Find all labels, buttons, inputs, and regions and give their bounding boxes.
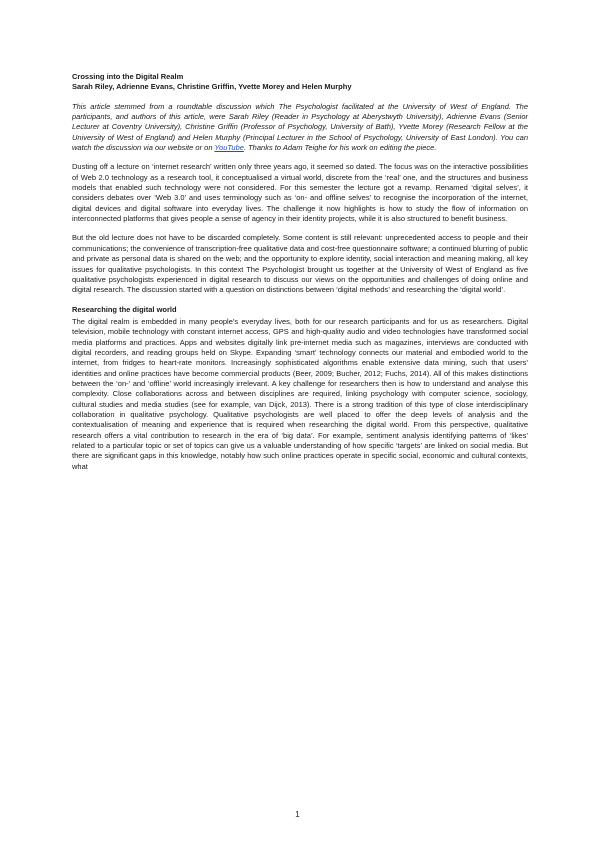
intro-text-end: . Thanks to Adam Teighe for his work on editing the piece. [243,143,437,153]
youtube-link[interactable]: YouTube [214,143,244,153]
intro-text: This article stemmed from a roundtable discussion which The Psychologist facilitated at the University of West of England. The participants, and authors of this article, were Sarah Riley (Reader in Psychology at Aberystwyth University), Adrienne Evans (Senior Lecturer at Coventry University), Christine Griffin (Professor of Psychology, University of Bath), Yvette Morey (Research Fellow at the University of West of England) and Helen Murphy (Principal Lecturer in the School of Psychology, University of East London). You can watch the discussion via our website or on [72,101,528,153]
section-heading: Researching the digital world [72,304,177,314]
document-page [72,72,528,481]
article-title: Crossing into the Digital Realm [72,72,184,81]
intro-paragraph [72,102,528,154]
article-authors: Sarah Riley, Adrienne Evans, Christine Griffin, Yvette Morey and Helen Murphy [72,82,352,92]
body-paragraph-2: But the old lecture does not have to be discarded completely. Some content is still relevant: unprecedented access to people and their communications; the convenience of transcription-free qualitative data and cost-free questionnaire software; a continued blurring of public and private as personal data is shared on the web; and the opportunity to explore identity, social interaction and meaning making, all key issues for qualitative psychologists. In this context The Psychologist brought us together at the University of West of England as five qualitative psychologists experienced in digital research to discuss our views on the opportunities and challenges of doing online and digital research. The discussion started with a question on distinctions between ‘digital methods’ and researching the ‘digital world’. [72,233,528,295]
page-number: 1 [295,810,300,819]
body-paragraph-1: Dusting off a lecture on ‘internet research’ written only three years ago, it seemed so dated. The focus was on the interactive possibilities of Web 2.0 technology as a research tool, it conceptualised a virtual world, discrete from the ‘real’ one, and the structures and business models that enabled such technology were not considered. For this semester the lecture got a revamp. Renamed ‘digital selves’, it considers debates over ‘Web 3.0’ and uses terminology such as ‘on- and offline selves’ to recognise the incorporation of the internet, digital devices and digital software into everyday lives. The challenge it now highlights is how to study the flow of information on interconnected platforms that gives people a sense of agency in their identity projects, while it is also structured to benefit business. [72,162,528,224]
section-paragraph: The digital realm is embedded in many people’s everyday lives, both for our research participants and for us as researchers. Digital television, mobile technology with constant internet access, GPS and high-quality audio and video technologies have transformed social media platforms and practices. Apps and websites digitally link pre-internet media such as magazines, interviews are conducted with digital recorders, and reading groups held on Skype. Expanding ‘smart’ technology connects our material and embodied world to the internet, from fridges to heart-rate monitors. Increasingly sophisticated algorithms enable extensive data mining, such that users’ identities and online practices have become commercial products (Beer, 2009; Bucher, 2012; Fuchs, 2014). All of this makes distinctions between the ‘on-’ and ‘offline’ world increasingly irrelevant. A key challenge for researchers then is how to understand and analyse this complexity. Close collaborations across and between disciplines are required, linking psychology with computer science, sociology, cultural studies and media studies (see for example, van Dijck, 2013). There is a strong tradition of this type of close interdisciplinary collaboration in qualitative psychology. Qualitative psychologists are well placed to offer the deep levels of analysis and the contextualisation of meaning and experience that is required when researching the digital world. From this perspective, qualitative research offers a vital contribution to research in the era of ‘big data’. For example, sentiment analysis identifying patterns of ‘likes’ related to a particular topic or set of topics can give us a valuable understanding of how specific ‘targets’ are linked on social media. But there are significant gaps in this knowledge, notably how such online practices operate in specific social, economic and cultural contexts, what [72,316,528,471]
